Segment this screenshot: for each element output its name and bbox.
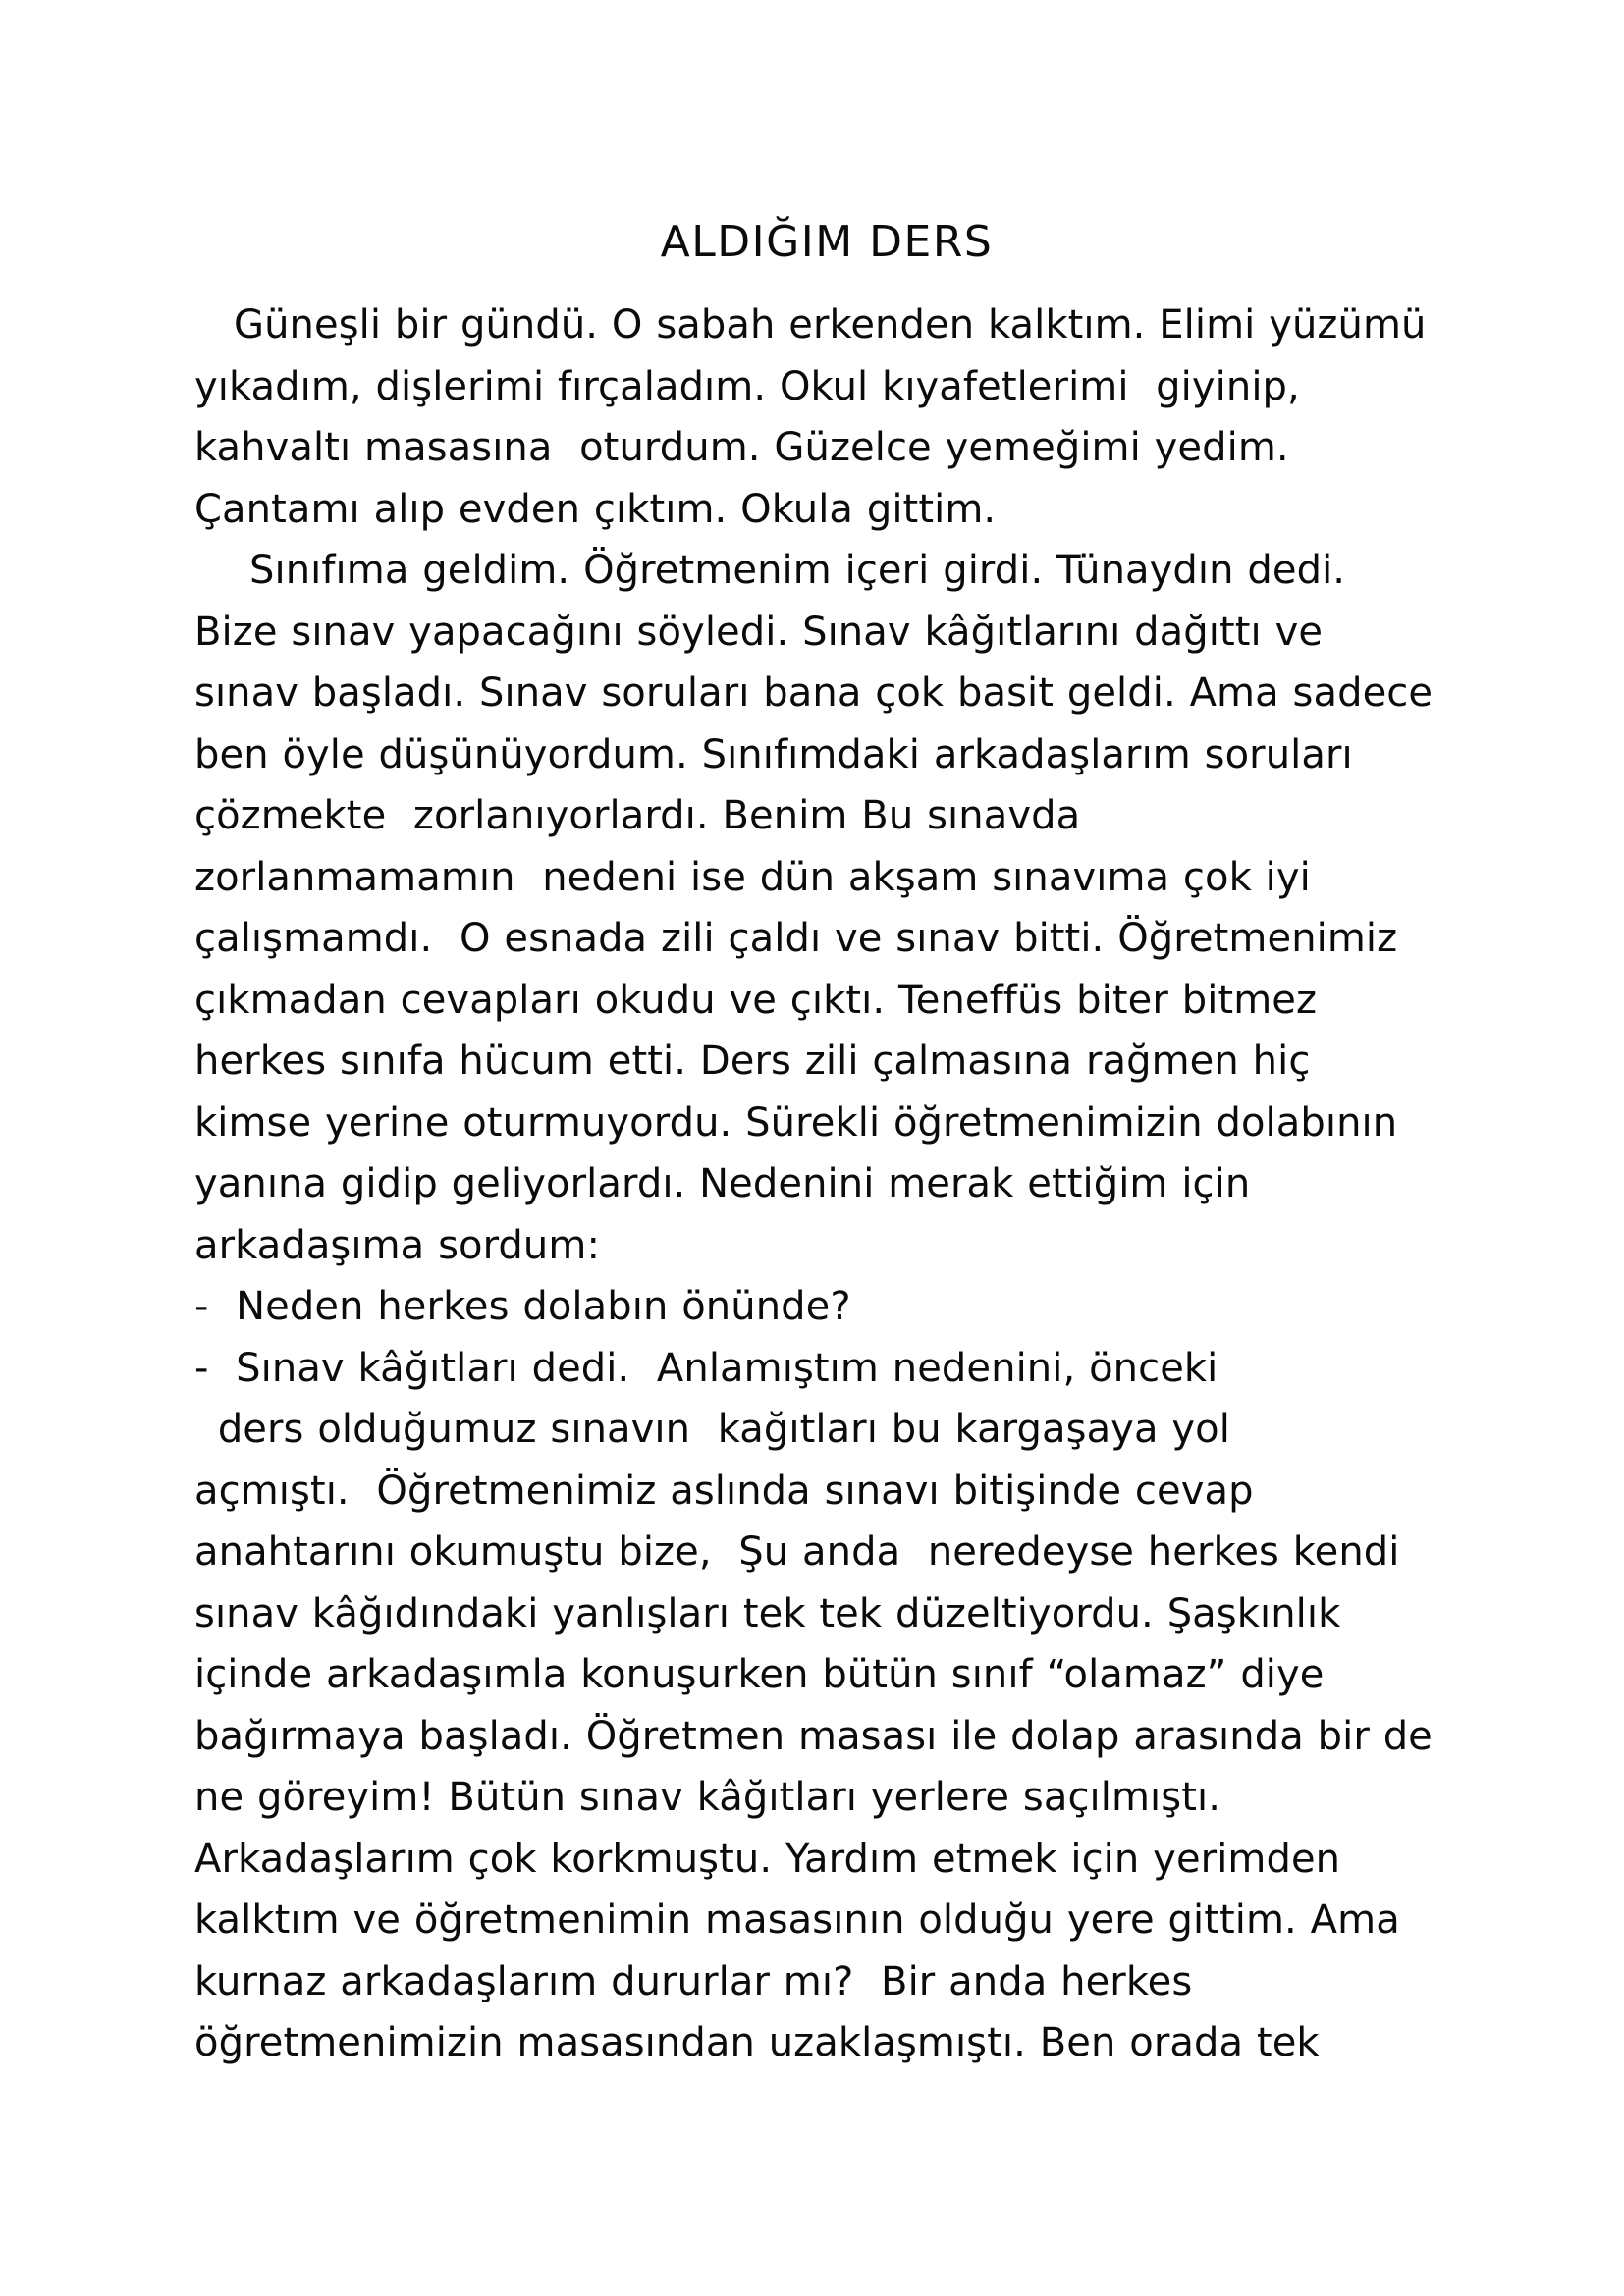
essay-line: anahtarını okumuştu bize, Şu anda neredeyse herkes kendi — [194, 1529, 1400, 1575]
essay-line: kurnaz arkadaşlarım dururlar mı? Bir anda herkes — [194, 1958, 1193, 2004]
essay-line: arkadaşıma sordum: — [194, 1222, 601, 1268]
essay-line: Güneşli bir gündü. O sabah erkenden kalktım. Elimi yüzümü — [234, 302, 1427, 347]
essay-line: kalktım ve öğretmenimin masasının olduğu yere gittim. Ama — [194, 1897, 1400, 1943]
essay-line: sınav başladı. Sınav soruları bana çok basit geldi. Ama sadece — [194, 670, 1434, 716]
essay-line: öğretmenimizin masasından uzaklaşmıştı. Ben orada tek — [194, 2020, 1320, 2065]
essay-line: herkes sınıfa hücum etti. Ders zili çalmasına rağmen hiç — [194, 1039, 1311, 1084]
essay-line: sınav kâğıdındaki yanlışları tek tek düzeltiyordu. Şaşkınlık — [194, 1590, 1341, 1636]
essay-line: bağırmaya başladı. Öğretmen masası ile dolap arasında bir de — [194, 1713, 1433, 1759]
essay-line: Arkadaşlarım çok korkmuştu. Yardım etmek için yerimden — [194, 1836, 1341, 1882]
essay-line: Çantamı alıp evden çıktım. Okula gittim. — [194, 486, 997, 532]
essay-line: ben öyle düşünüyordum. Sınıfımdaki arkadaşlarım soruları — [194, 731, 1353, 777]
essay-line: içinde arkadaşımla konuşurken bütün sınıf “olamaz” diye — [194, 1652, 1325, 1697]
essay-body — [194, 294, 1461, 2074]
essay-line: kimse yerine oturmuyordu. Sürekli öğretmenimizin dolabının — [194, 1099, 1398, 1146]
essay-line: açmıştı. Öğretmenimiz aslında sınavı bitişinde cevap — [194, 1468, 1254, 1514]
essay-line: yıkadım, dişlerimi fırçaladım. Okul kıyafetlerimi giyinip, — [194, 363, 1300, 409]
essay-line: yanına gidip geliyorlardı. Nedenini merak ettiğim için — [194, 1161, 1251, 1206]
essay-line: ders olduğumuz sınavın kağıtları bu kargaşaya yol — [204, 1407, 1230, 1452]
essay-line: çalışmamdı. O esnada zili çaldı ve sınav bitti. Öğretmenimiz — [194, 916, 1398, 961]
essay-line: - Neden herkes dolabın önünde? — [194, 1284, 851, 1329]
essay-line: çıkmadan cevapları okudu ve çıktı. Teneffüs biter bitmez — [194, 977, 1318, 1023]
essay-line: - Sınav kâğıtları dedi. Anlamıştım nedenini, önceki — [194, 1345, 1218, 1391]
essay-line: kahvaltı masasına oturdum. Güzelce yemeğimi yedim. — [194, 425, 1289, 470]
essay-line: çözmekte zorlanıyorlardı. Benim Bu sınavda — [194, 793, 1081, 838]
essay-line: Bize sınav yapacağını söyledi. Sınav kâğıtlarını dağıttı ve — [194, 609, 1324, 655]
essay-line: ne göreyim! Bütün sınav kâğıtları yerlere saçılmıştı. — [194, 1775, 1221, 1820]
essay-line: zorlanmamamın nedeni ise dün akşam sınavıma çok iyi — [194, 854, 1311, 900]
essay-line: Sınıfıma geldim. Öğretmenim içeri girdi. Tünaydın dedi. — [249, 548, 1346, 593]
page-title: ALDIĞIM DERS — [660, 217, 994, 268]
